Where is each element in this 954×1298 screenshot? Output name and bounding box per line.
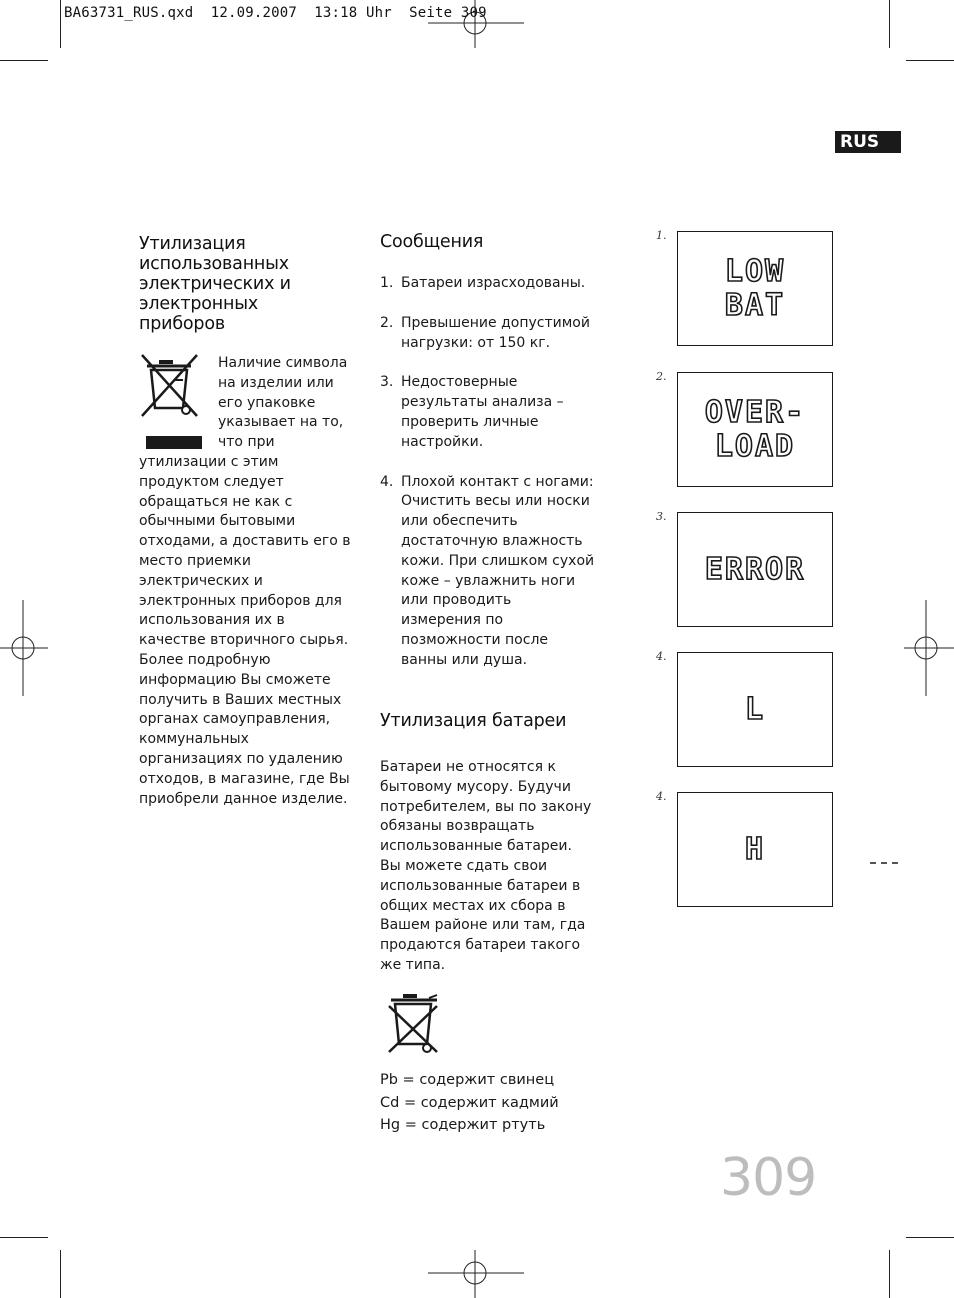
list-item-number: 3.: [380, 374, 394, 391]
file-slug: BA63731_RUS.qxd 12.09.2007 13:18 Uhr Seite 309: [64, 5, 487, 21]
lcd-display-text: OVER- LOAD: [704, 394, 806, 464]
registration-mark-icon: [0, 600, 48, 696]
messages-list: [380, 274, 595, 671]
crop-mark: [906, 1237, 954, 1238]
list-item: [380, 314, 595, 354]
disposal-paragraph-side: Наличие символа на изделии или его упаковке указывает на то, что при: [218, 355, 348, 451]
list-item-text: Превышение допустимой нагрузки: от 150 кг.: [401, 314, 590, 351]
messages-title: Сообщения: [380, 232, 484, 252]
crop-mark: [60, 1250, 61, 1298]
lcd-display-text: ERROR: [704, 551, 806, 587]
lcd-display: [677, 652, 833, 767]
crop-mark: [0, 1237, 48, 1238]
list-item-number: 2.: [380, 314, 394, 331]
lcd-display-text: H: [744, 831, 766, 867]
registration-mark-icon: [904, 600, 954, 696]
display-label: 3.: [656, 510, 667, 523]
disposal-paragraph: утилизации с этим продуктом следует обращаться не как с обычными бытовыми отходами, а доставить его в место приемки электрических и электронных приборов для использования их в качестве вторичного сырья. Более подробную информацию Вы сможете получить в Ваших местных органах самоуправления, коммунальных организациях по удалению отходов, в магазине, где Вы приобрели данное изделие.: [139, 454, 351, 807]
crop-mark: [0, 60, 48, 61]
lcd-display: [677, 231, 833, 346]
display-label: 1.: [656, 229, 667, 242]
list-item-text: Недостоверные результаты анализа – проверить личные настройки.: [401, 374, 564, 450]
list-item-number: 1.: [380, 275, 394, 291]
crop-mark: [889, 1250, 890, 1298]
battery-title: Утилизация батареи: [380, 711, 567, 731]
legend-item: Pb = содержит свинец: [380, 1072, 555, 1088]
legend-item: Cd = содержит кадмий: [380, 1094, 559, 1111]
margin-tick-marks: [870, 860, 900, 866]
lcd-display: [677, 792, 833, 907]
legend-item: Hg = содержит ртуть: [380, 1117, 546, 1133]
list-item: [380, 274, 595, 294]
page-number: 309: [720, 1148, 817, 1208]
list-item: [380, 473, 595, 671]
display-label: 2.: [656, 370, 667, 383]
lcd-display-text: L: [744, 691, 766, 727]
crossed-bin-icon: [139, 352, 205, 452]
list-item-number: 4.: [380, 473, 394, 490]
display-label: 4.: [656, 650, 667, 663]
language-badge: RUS: [835, 131, 901, 153]
list-item: [380, 373, 595, 452]
display-label: 4.: [656, 790, 667, 803]
crop-mark: [60, 0, 61, 48]
disposal-title: Утилизация использованных электрических и электронных приборов: [139, 234, 291, 334]
lcd-display: [677, 372, 833, 487]
list-item-text: Плохой контакт с ногами: Очистить весы или носки или обеспечить достаточную влажность кожи. При слишком сухой коже – увлажнить ноги или проводить измерения по позможности после ванны или душа.: [401, 473, 595, 668]
registration-mark-icon: [428, 1250, 524, 1298]
crop-mark: [906, 60, 954, 61]
battery-paragraph: Батареи не относятся к бытовому мусору. Будучи потребителем, вы по закону обязаны возвращать использованные батареи. Вы можете сдать свои использованные батареи в общих местах их сбора в Вашем районе или там, гда продаются батареи такого же типа.: [380, 759, 592, 973]
crossed-bin-icon: [385, 990, 445, 1060]
battery-legend: [380, 1069, 595, 1137]
crop-mark: [889, 0, 890, 48]
lcd-display-text: LOW BAT: [724, 253, 786, 323]
list-item-text: Батареи израсходованы.: [401, 275, 586, 291]
lcd-display: [677, 512, 833, 627]
